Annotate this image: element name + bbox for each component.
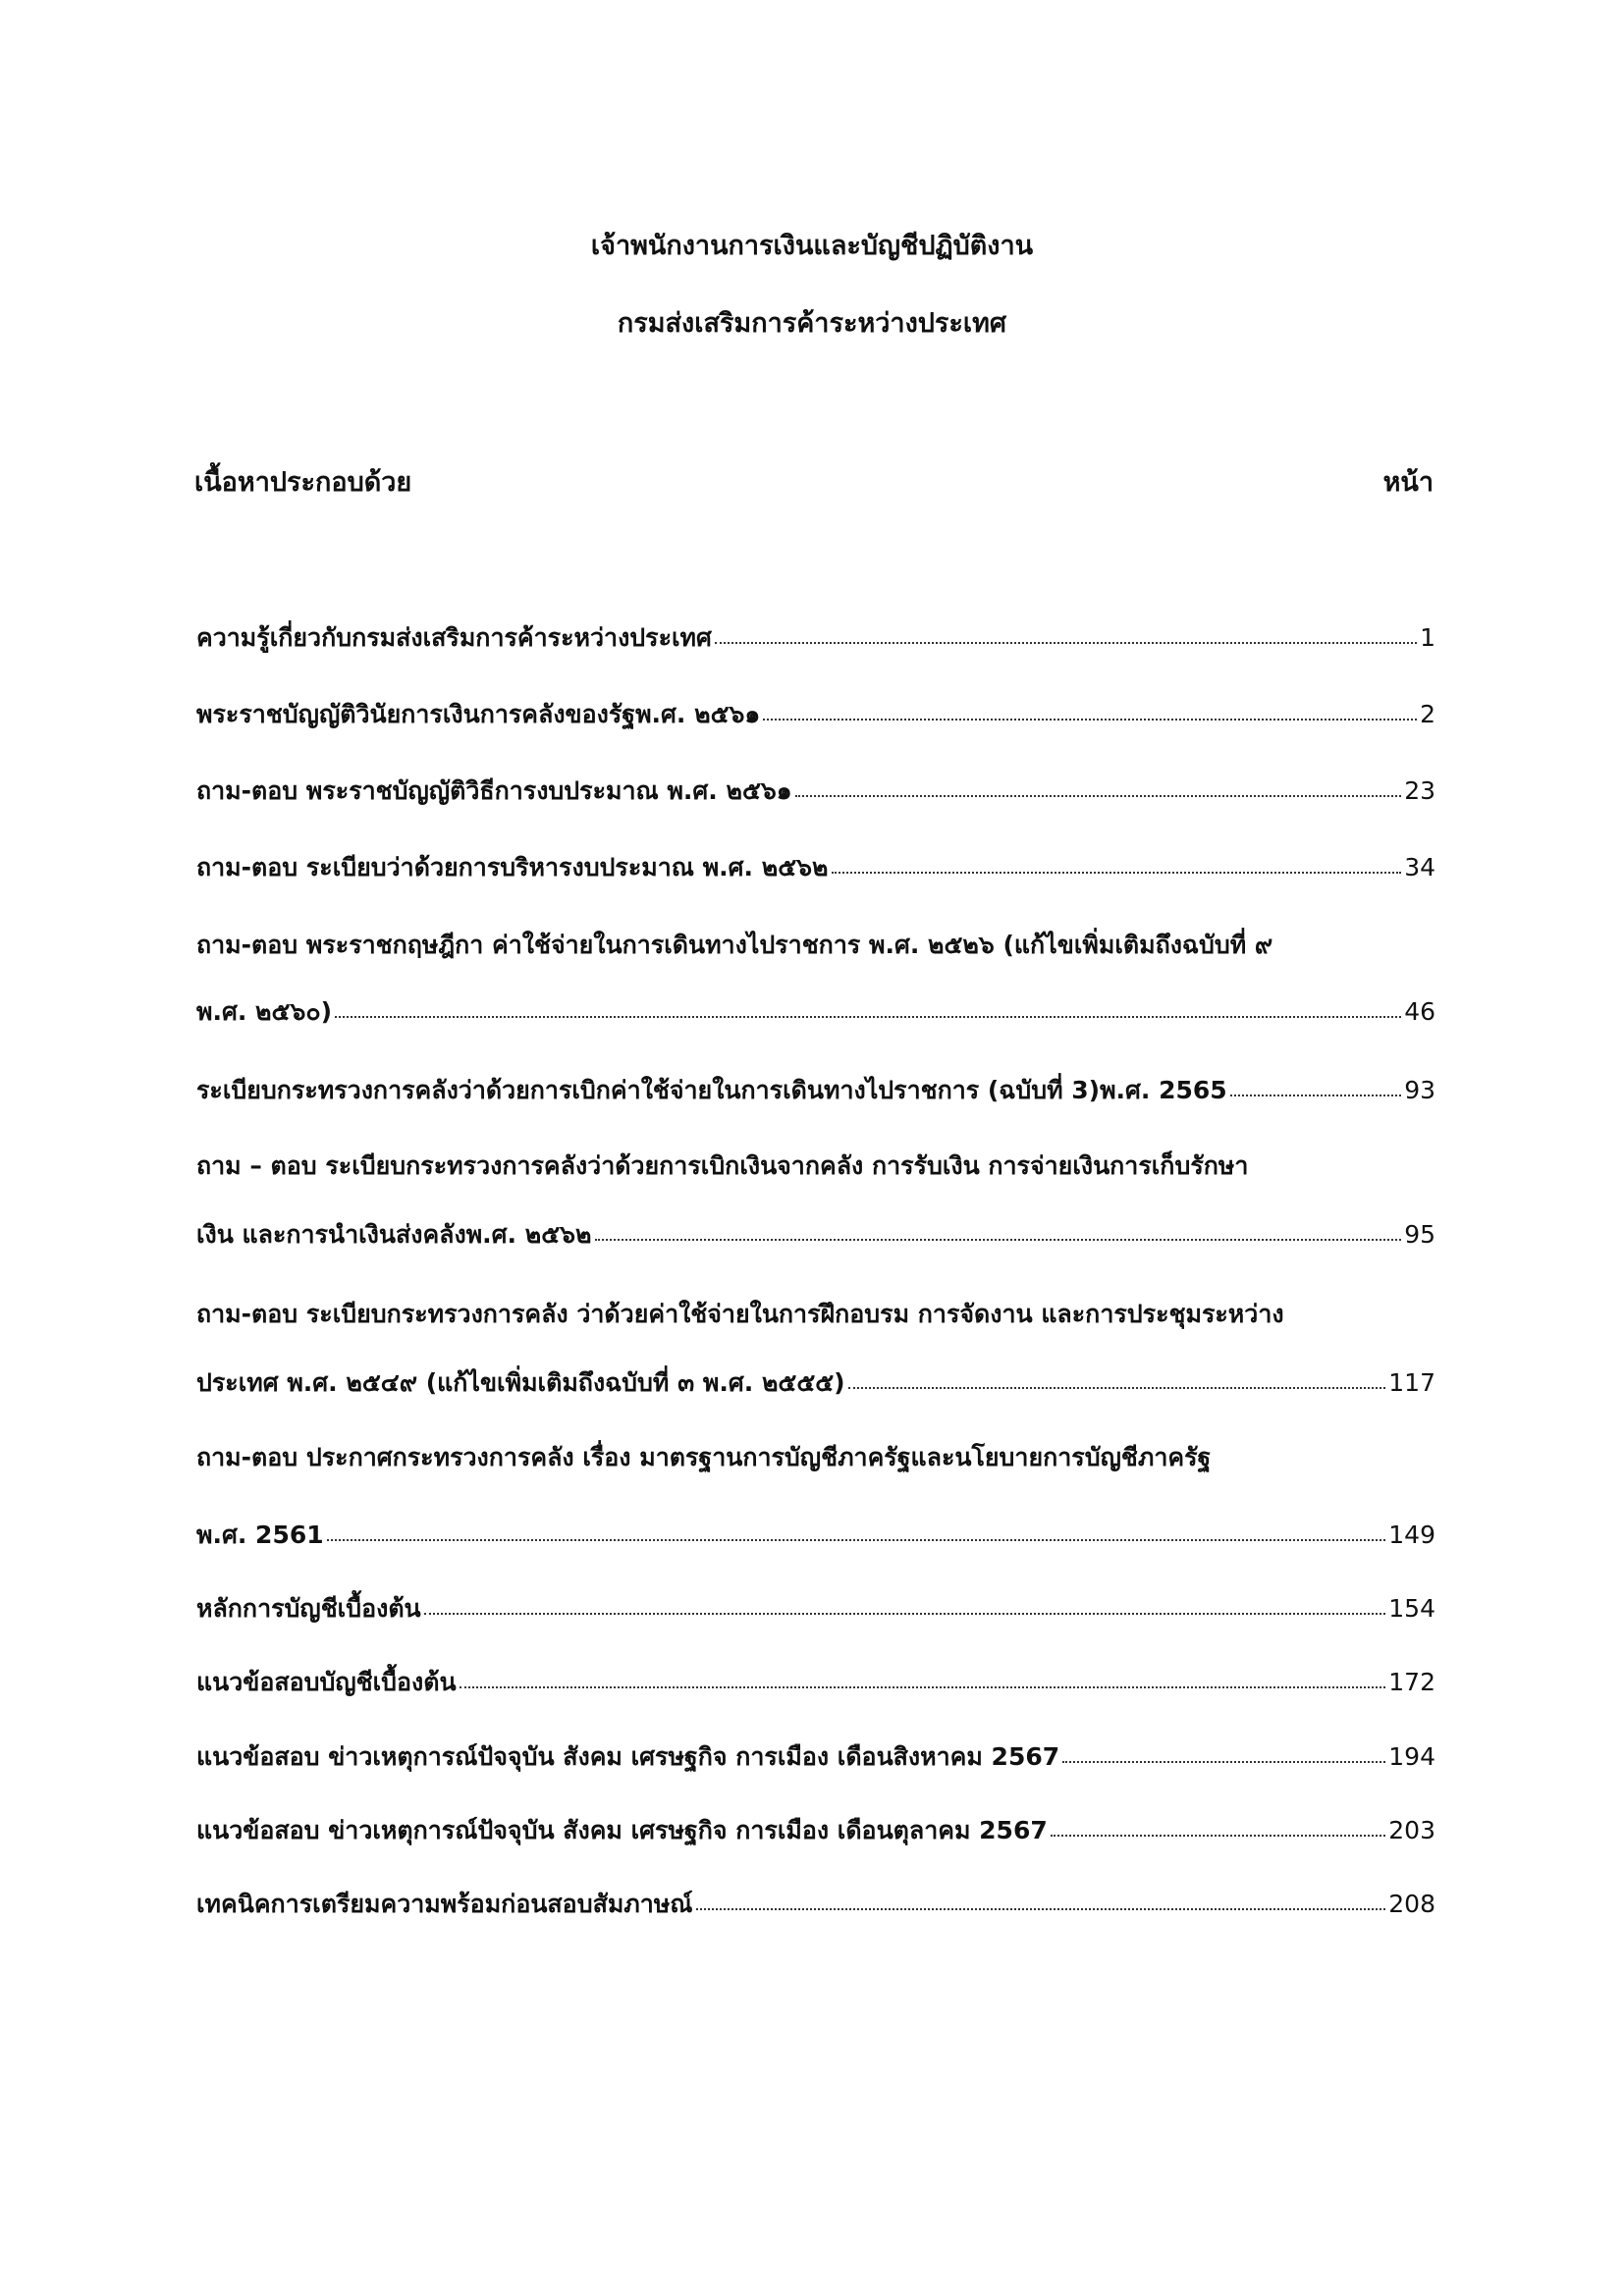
toc-entry-page: 203 [1388,1816,1435,1844]
toc-entry-title: ถาม-ตอบ ระเบียบว่าด้วยการบริหารงบประมาณ พ.ศ. ๒๕๖๒ [196,853,829,881]
toc-entry [196,1737,1435,1777]
toc-entry-page: 1 [1420,623,1435,652]
toc-leader-dots [1062,1761,1385,1763]
toc-leader-dots [1051,1835,1386,1837]
toc-entry-title: แนวข้อสอบบัญชีเบื้องต้น [196,1668,457,1696]
toc-entry-title: พ.ศ. ๒๕๖๐) [196,997,333,1026]
toc-entry-title: เทคนิคการเตรียมความพร้อมก่อนสอบสัมภาษณ์ [196,1890,693,1918]
toc-entry [196,618,1435,658]
page-column-label: หน้า [1382,467,1434,498]
toc-entry-page: 34 [1404,853,1435,881]
contents-label: เนื้อหาประกอบด้วย [194,467,412,498]
toc-entry-page: 2 [1420,700,1435,728]
toc-entry [196,1811,1435,1850]
toc-leader-dots [327,1539,1386,1541]
contents-header [194,460,1434,503]
toc-entry-page: 172 [1388,1668,1435,1696]
toc-entry-page: 149 [1388,1521,1435,1549]
toc-leader-dots [424,1613,1386,1615]
toc-entry [196,1663,1435,1702]
toc-entry-title: เงิน และการนำเงินส่งคลังพ.ศ. ๒๕๖๒ [196,1220,592,1249]
toc-entry-title-line1: ถาม – ตอบ ระเบียบกระทรวงการคลังว่าด้วยการเบิกเงินจากคลัง การรับเงิน การจ่ายเงินการเก็บรักษา [196,1151,1249,1180]
toc-entry [196,1363,1435,1403]
toc-leader-dots [696,1908,1386,1910]
toc-leader-dots [715,642,1417,644]
document-title-line2: กรมส่งเสริมการค้าระหว่างประเทศ [617,308,1007,339]
toc-entry-title: พ.ศ. 2561 [196,1521,324,1549]
toc-entry [196,992,1435,1032]
toc-entry [196,1071,1435,1110]
toc-entry [196,772,1435,811]
toc-entry [196,1885,1435,1924]
toc-entry-title: ถาม-ตอบ พระราชบัญญัติวิธีการงบประมาณ พ.ศ. ๒๕๖๑ [196,776,792,805]
toc-entry-title: ประเทศ พ.ศ. ๒๕๔๙ (แก้ไขเพิ่มเติมถึงฉบับที่ ๓ พ.ศ. ๒๕๕๕) [196,1368,845,1397]
toc-leader-dots [335,1016,1401,1018]
toc-entry-title: แนวข้อสอบ ข่าวเหตุการณ์ปัจจุบัน สังคม เศรษฐกิจ การเมือง เดือนตุลาคม 2567 [196,1816,1048,1844]
toc-entry-title: หลักการบัญชีเบื้องต้น [196,1594,421,1623]
toc-leader-dots [848,1387,1386,1389]
toc-entry-page: 154 [1388,1594,1435,1623]
toc-entry-title: ความรู้เกี่ยวกับกรมส่งเสริมการค้าระหว่างประเทศ [196,623,712,652]
toc-leader-dots [763,719,1417,721]
document-title-line1: เจ้าพนักงานการเงินและบัญชีปฏิบัติงาน [590,231,1034,261]
toc-entry-title-line1: ถาม-ตอบ ระเบียบกระทรวงการคลัง ว่าด้วยค่าใช้จ่ายในการฝึกอบรม การจัดงาน และการประชุมระหว่าง [196,1300,1284,1328]
toc-entry-page: 194 [1388,1742,1435,1771]
toc-entry [196,848,1435,887]
toc-entry-page: 46 [1404,997,1435,1026]
toc-entry-title: พระราชบัญญัติวินัยการเงินการคลังของรัฐพ.ศ. ๒๕๖๑ [196,700,761,728]
toc-leader-dots [460,1686,1386,1688]
toc-entry-page: 23 [1404,776,1435,805]
toc-leader-dots [795,795,1402,797]
toc-entry [196,1516,1435,1555]
toc-entry-title: แนวข้อสอบ ข่าวเหตุการณ์ปัจจุบัน สังคม เศรษฐกิจ การเมือง เดือนสิงหาคม 2567 [196,1742,1060,1771]
toc-entry-page: 117 [1388,1368,1435,1397]
toc-entry-page: 95 [1404,1220,1435,1249]
toc-entry [196,1589,1435,1629]
toc-leader-dots [1230,1095,1401,1096]
toc-entry [196,1215,1435,1255]
toc-leader-dots [832,872,1402,874]
toc-entry [196,695,1435,734]
toc-entry-title-line1: ถาม-ตอบ พระราชกฤษฎีกา ค่าใช้จ่ายในการเดินทางไปราชการ พ.ศ. ๒๕๒๖ (แก้ไขเพิ่มเติมถึงฉบับที่ ๙ [196,931,1273,959]
toc-entry-page: 93 [1404,1076,1435,1104]
toc-entry-title-line1: ถาม-ตอบ ประกาศกระทรวงการคลัง เรื่อง มาตรฐานการบัญชีภาครัฐและนโยบายการบัญชีภาครัฐ [196,1443,1212,1471]
toc-leader-dots [595,1239,1402,1241]
toc-entry-page: 208 [1388,1890,1435,1918]
toc-entry-title: ระเบียบกระทรวงการคลังว่าด้วยการเบิกค่าใช้จ่ายในการเดินทางไปราชการ (ฉบับที่ 3)พ.ศ. 2565 [196,1076,1227,1104]
